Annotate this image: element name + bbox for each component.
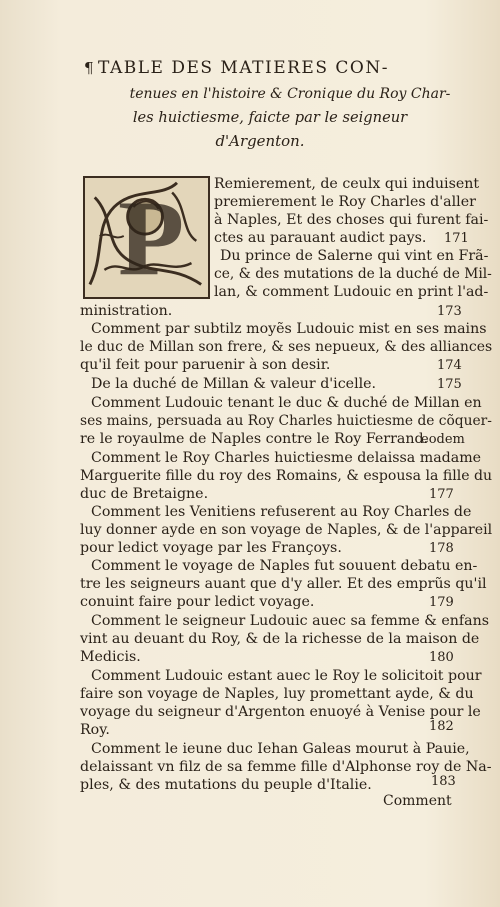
svg-text:P: P <box>117 178 185 297</box>
entry-line: Comment le seigneur Ludouic auec sa femme & enfans <box>91 613 490 629</box>
entry-line: Marguerite fille du roy des Romains, & espousa la fille du <box>80 468 493 484</box>
page-number: 179 <box>429 595 454 610</box>
entry-line: faire son voyage de Naples, luy promettant ayde, & du <box>80 686 474 702</box>
entry-line: ctes au parauant audict pays. <box>214 230 427 246</box>
entry-line: conuint faire pour ledict voyage. <box>80 594 315 610</box>
entry-line: Roy. <box>80 722 110 738</box>
page-number: eodem <box>421 432 465 447</box>
entry-line: ce, & des mutations de la duché de Mil- <box>214 266 492 282</box>
page-number: 177 <box>429 487 454 502</box>
entry-line: Comment le Roy Charles huictiesme delaissa madame <box>91 450 482 466</box>
entry-line: Comment Ludouic tenant le duc & duché de Millan en <box>91 395 482 411</box>
entry-line: ples, & des mutations du peuple d'Italie. <box>80 777 372 793</box>
entry-line: duc de Bretaigne. <box>80 486 209 502</box>
entry-line: Medicis. <box>80 649 141 665</box>
catchword: Comment <box>383 793 452 809</box>
table-title <box>84 58 464 78</box>
entry-line: Comment par subtilz moyẽs Ludouic mist en ses mains <box>91 321 487 337</box>
entry-line: re le royaulme de Naples contre le Roy Ferrand. <box>80 431 429 447</box>
entry-line: De la duché de Millan & valeur d'icelle. <box>91 376 377 392</box>
page-number: 178 <box>429 541 454 556</box>
entry-line: Du prince de Salerne qui vint en Frã- <box>220 248 489 264</box>
entry-line: voyage du seigneur d'Argenton enuoyé à Venise pour le <box>80 704 481 720</box>
entry-line: tre les seigneurs auant que d'y aller. Et des emprũs qu'il <box>80 576 487 592</box>
page-number: 171 <box>444 231 469 246</box>
page-number: 183 <box>431 774 456 789</box>
entry-line: à Naples, Et des choses qui furent fai- <box>214 212 489 228</box>
entry-line: qu'il feit pour paruenir à son desir. <box>80 357 331 373</box>
entry-line: ministration. <box>80 303 173 319</box>
page-number: 180 <box>429 650 454 665</box>
subtitle-line-3: d'Argenton. <box>215 132 305 150</box>
entry-line: Comment le voyage de Naples fut souuent debatu en- <box>91 558 478 574</box>
entry-line: le duc de Millan son frere, & ses nepueux, & des alliances <box>80 339 493 355</box>
entry-line: Remierement, de ceulx qui induisent <box>214 176 480 192</box>
page-number: 174 <box>437 358 462 373</box>
decorated-initial-letter <box>83 176 210 299</box>
page-number: 182 <box>429 719 454 734</box>
entry-line: luy donner ayde en son voyage de Naples, & de l'appareil <box>80 522 493 538</box>
entry-line: Comment Ludouic estant auec le Roy le solicitoit pour <box>91 668 482 684</box>
entry-line: vint au deuant du Roy, & de la richesse de la maison de <box>80 631 480 647</box>
entry-line: pour ledict voyage par les Françoys. <box>80 540 342 556</box>
pilcrow-mark: ¶ <box>84 59 96 77</box>
page-number: 173 <box>437 304 462 319</box>
entry-line: Comment le ieune duc Iehan Galeas mourut à Pauie, <box>91 741 470 757</box>
subtitle-line-1: tenues en l'histoire & Cronique du Roy Char- <box>129 86 451 102</box>
entry-line: premierement le Roy Charles d'aller <box>214 194 476 210</box>
page-number: 175 <box>437 377 462 392</box>
entry-line: Comment les Venitiens refuserent au Roy Charles de <box>91 504 472 520</box>
entry-line: lan, & comment Ludouic en print l'ad- <box>214 284 489 300</box>
ornamental-initial-icon <box>85 178 208 297</box>
entry-line: ses mains, persuada au Roy Charles huictiesme de cõquer- <box>80 413 492 429</box>
entry-line: delaissant vn filz de sa femme fille d'Alphonse roy de Na- <box>80 759 492 775</box>
subtitle-line-2: les huictiesme, faicte par le seigneur <box>132 109 408 126</box>
title-text: TABLE DES MATIERES CON- <box>98 58 389 78</box>
